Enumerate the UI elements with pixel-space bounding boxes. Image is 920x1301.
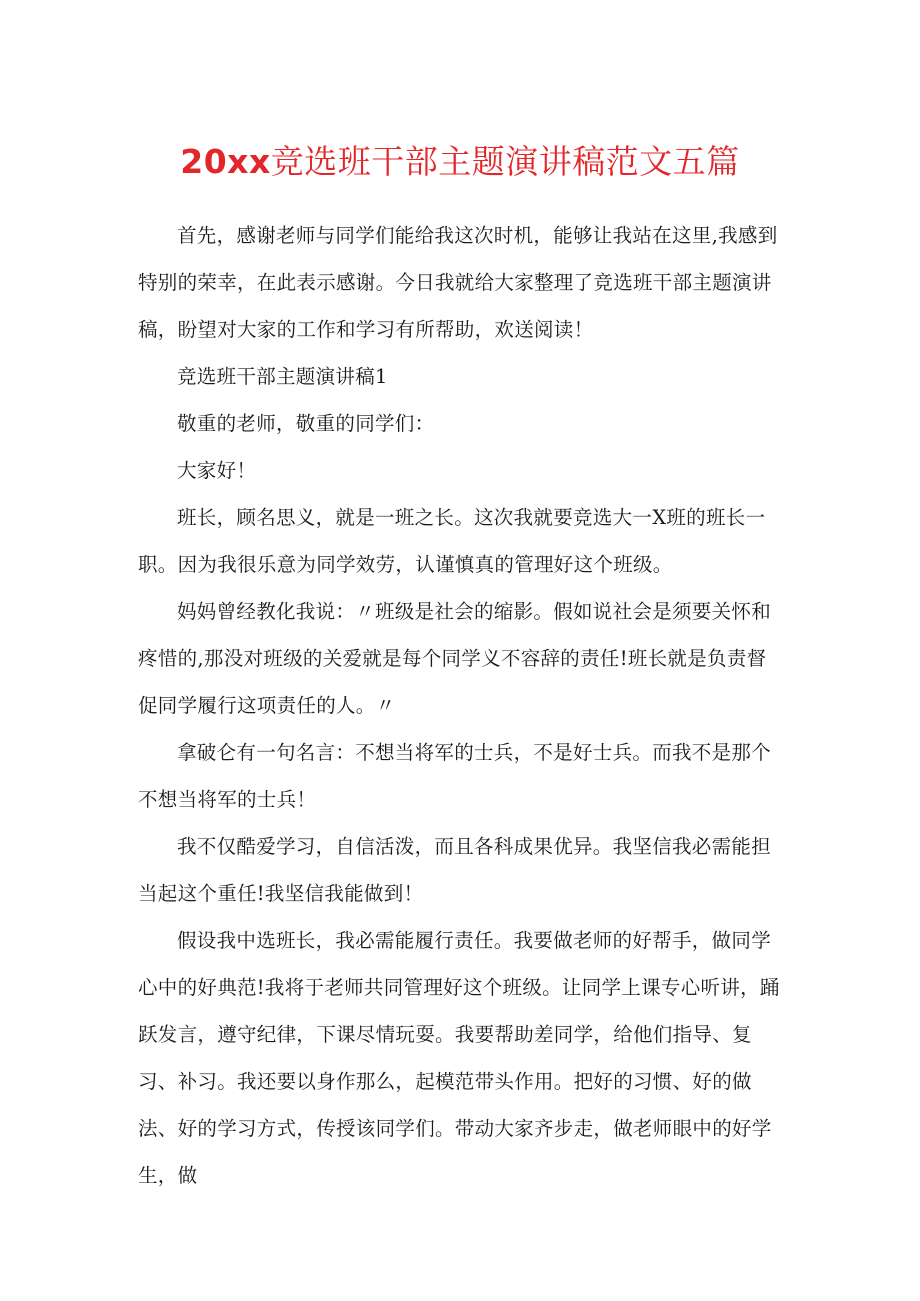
paragraph: 妈妈曾经教化我说：〃班级是社会的缩影。假如说社会是须要关怀和疼惜的,那没对班级的关爱就是每个同学义不容辞的责任!班长就是负责督促同学履行这项责任的人。〃: [138, 600, 772, 717]
paragraph-speech-heading: 竞选班干部主题演讲稿1: [177, 365, 388, 388]
title-year: 20xx: [180, 142, 271, 181]
paragraph: 假设我中选班长，我必需能履行责任。我要做老师的好帮手，做同学心中的好典范!我将于老师共同管理好这个班级。让同学上课专心听讲，踊跃发言，遵守纪律，下课尽情玩耍。我要帮助差同学，给他们指导、复习、补习。我还要以身作那么，起模范带头作用。把好的习惯、好的做法、好的学习方式，传授该同学们。带动大家齐步走，做老师眼中的好学生，做: [138, 929, 780, 1187]
paragraph-intro: 首先，感谢老师与同学们能给我这次时机，能够让我站在这里,我感到特别的荣幸，在此表示感谢。今日我就给大家整理了竞选班干部主题演讲稿，盼望对大家的工作和学习有所帮助，欢送阅读！: [138, 224, 778, 341]
paragraph-greeting: 大家好！: [177, 459, 257, 482]
paragraph: 班长，顾名思义，就是一班之长。这次我就要竞选大一X班的班长一职。因为我很乐意为同学效劳，认谨慎真的管理好这个班级。: [138, 506, 766, 576]
document-title: [0, 140, 920, 184]
paragraph: 拿破仑有一句名言：不想当将军的士兵，不是好士兵。而我不是那个不想当将军的士兵！: [138, 741, 772, 811]
paragraph-salutation: 敬重的老师，敬重的同学们：: [177, 412, 435, 435]
document-body: [138, 212, 786, 1199]
title-text: 竞选班干部主题演讲稿范文五篇: [270, 142, 740, 181]
paragraph: 我不仅酷爱学习，自信活泼，而且各科成果优异。我坚信我必需能担当起这个重任!我坚信我能做到！: [138, 835, 772, 905]
